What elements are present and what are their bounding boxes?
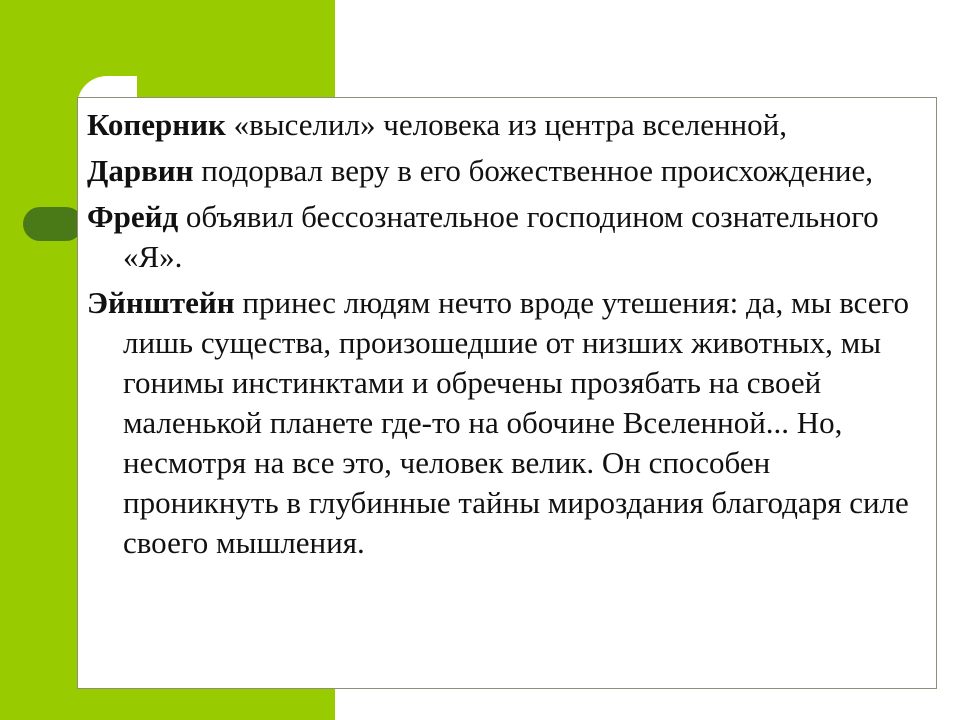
paragraph-freud [87, 197, 927, 277]
text-darwin: подорвал веру в его божественное происхождение, [193, 153, 873, 188]
paragraph-copernicus [87, 105, 927, 145]
name-copernicus: Коперник [87, 107, 226, 142]
paragraph-einstein [87, 283, 927, 563]
name-darwin: Дарвин [87, 153, 194, 188]
text-einstein: принес людям нечто вроде утешения: да, мы всего лишь существа, произошедшие от низших животных, мы гонимы инстинктами и обречены прозябать на своей маленькой планете где-то на обочине Вселенной... Но, несмотря на все это, человек велик. Он способен проникнуть в глубинные тайны мироздания благодаря силе своего мышления. [123, 285, 909, 560]
slide-text-block [87, 105, 927, 569]
name-freud: Фрейд [87, 199, 179, 234]
green-tab-decoration [23, 207, 83, 241]
paragraph-darwin [87, 151, 927, 191]
name-einstein: Эйнштейн [87, 285, 235, 320]
text-freud: объявил бессознательное господином сознательного «Я». [123, 199, 879, 274]
text-copernicus: «выселил» человека из центра вселенной, [225, 107, 787, 142]
